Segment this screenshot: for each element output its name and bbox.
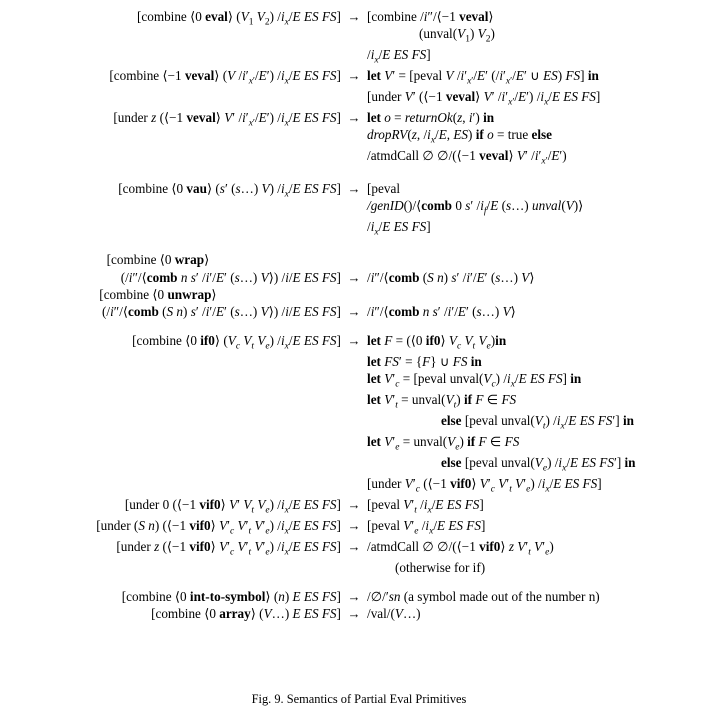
rule-rhs: [combine /i″/⟨−1 veval⟩ ($unval(V_1)$ $V_2$) $/i_x/E$ ES FS] — [367, 9, 495, 66]
rule-rhs: [peval $V'_e$ $/i_x/E$ ES FS] — [367, 518, 486, 537]
rule-row — [9, 251, 709, 285]
rule-rhs: let o = returnOk(z, i′) in dropRV(z, $/i_x/E$, ES) if o = true else /atmdCall ∅ ∅/(⟨−1 veval⟩ V′ $/i'_{x'}/E'$) — [367, 110, 567, 167]
rule-arrow: → — [347, 9, 361, 24]
rule-lhs: [under 0 (⟨−1 vif0⟩ V′ $V_t$ $V_e$) $/i_x/E$ ES FS] — [124, 497, 341, 516]
rule-arrow: → — [347, 589, 361, 605]
rule-arrow: → — [347, 606, 361, 622]
rule-rhs: let F = (⟨0 if0⟩ $V_c$ $V_t$ $V_e)in$ let FS′ = {F} ∪ FS in let $V'_c$ = [peval $unval(V_c)$ $/i_x/E$ ES FS] in let $V'_t$ = $unval(V_t)$ if F ∈ FS else [peval $unval(V_t)$ $/i_x/E$ ES FS′] in let $V'_e$ = $unval(V_e)$ if F ∈ FS else [peval $unval(V_e)$ $/i_x/E$ ES FS′] in [under $V'_c$ (⟨−1 vif0⟩ $V'_c$ $V'_t$ $V'_e$) $/i_x/E$ ES FS] — [367, 332, 636, 495]
rule-spacer — [9, 168, 709, 180]
rule-rhs: /∅/′sn (a symbol made out of the number n) — [367, 589, 600, 605]
rule-spacer — [9, 576, 709, 588]
rule-row — [9, 286, 709, 320]
rule-lhs: [under (S n) (⟨−1 vif0⟩ $V'_c$ $V'_t$ $V'_e$) $/i_x/E$ ES FS] — [96, 518, 341, 537]
rule-arrow: → — [347, 518, 361, 533]
rule-row — [9, 496, 709, 517]
rule-lhs: [combine ⟨0 vau⟩ (s′ (s…) V) $/i_x/E$ ES FS] — [118, 181, 341, 200]
rule-row — [9, 109, 709, 168]
rule-lhs: [combine ⟨0 array⟩ (V…) E ES FS] — [151, 606, 341, 622]
rule-arrow: → — [347, 269, 361, 285]
rule-row — [9, 605, 709, 622]
rule-spacer — [9, 239, 709, 251]
rule-rhs: /i″/⟨comb (S n) s′ /i′/E′ (s…) V⟩ — [367, 269, 535, 285]
rule-lhs: [combine ⟨0 unwrap⟩ (/i″/⟨comb (S n) s′ /i′/E′ (s…) V⟩) /i/E ES FS] — [99, 286, 341, 319]
rule-row — [9, 8, 709, 67]
rule-arrow: → — [347, 538, 361, 554]
rule-rhs: [peval /genID()/⟨comb 0 s′ $/i_f/E$ (s…) unval(V)⟩ $/i_x/E$ ES FS] — [367, 181, 584, 238]
rule-lhs: [combine ⟨0 wrap⟩ (/i″/⟨comb n s′ /i′/E′ (s…) V⟩) /i/E ES FS] — [106, 252, 341, 285]
rule-rhs: /atmdCall ∅ ∅/(⟨−1 vif0⟩ z $V'_t$ $V'_e$) (otherwise for if) — [367, 538, 554, 575]
rule-rhs: /val/(V…) — [367, 606, 421, 622]
rule-rhs: /i″/⟨comb n s′ /i′/E′ (s…) V⟩ — [367, 303, 516, 319]
rule-lhs: [under z (⟨−1 veval⟩ V′ $/i'_{x'}/E'$) $/i_x/E$ ES FS] — [113, 110, 341, 129]
rule-spacer — [9, 320, 709, 332]
rule-arrow: → — [347, 303, 361, 319]
rule-lhs: [combine ⟨0 eval⟩ ($V_1$ $V_2$) $/i_x/E$ ES FS] — [136, 9, 341, 28]
rule-row — [9, 67, 709, 109]
rule-row — [9, 517, 709, 538]
rule-rhs: [peval $V'_t$ $/i_x/E$ ES FS] — [367, 497, 484, 516]
rule-lhs: [combine ⟨−1 veval⟩ (V $/i'_{x'}/E'$) $/i_x/E$ ES FS] — [109, 68, 341, 87]
rule-arrow: → — [347, 497, 361, 513]
rule-row — [9, 332, 709, 496]
rule-lhs: [combine ⟨0 int-to-symbol⟩ (n) E ES FS] — [121, 589, 341, 605]
rule-arrow: → — [347, 332, 361, 348]
rule-row — [9, 180, 709, 239]
rule-arrow: → — [347, 110, 361, 126]
rule-row — [9, 538, 709, 576]
rule-rhs: let V′ = [peval V $/i'_{x'}/E'$ ($/i'_{x'}/E'$ ∪ ES) FS] in [under V′ (⟨−1 veval⟩ V′ $/i'_{x'}/E'$) $/i_x/E$ ES FS] — [367, 68, 601, 108]
rule-row — [9, 588, 709, 605]
rule-lhs: [under z (⟨−1 vif0⟩ $V'_c$ $V'_t$ $V'_e$) $/i_x/E$ ES FS] — [116, 538, 341, 558]
semantics-rules-table — [9, 8, 709, 622]
rule-arrow: → — [347, 68, 361, 84]
figure-caption: Fig. 9. Semantics of Partial Eval Primitives — [251, 692, 467, 706]
rule-lhs: [combine ⟨0 if0⟩ ($V_c$ $V_t$ $V_e$) $/i_x/E$ ES FS] — [132, 332, 341, 352]
rule-arrow: → — [347, 181, 361, 197]
